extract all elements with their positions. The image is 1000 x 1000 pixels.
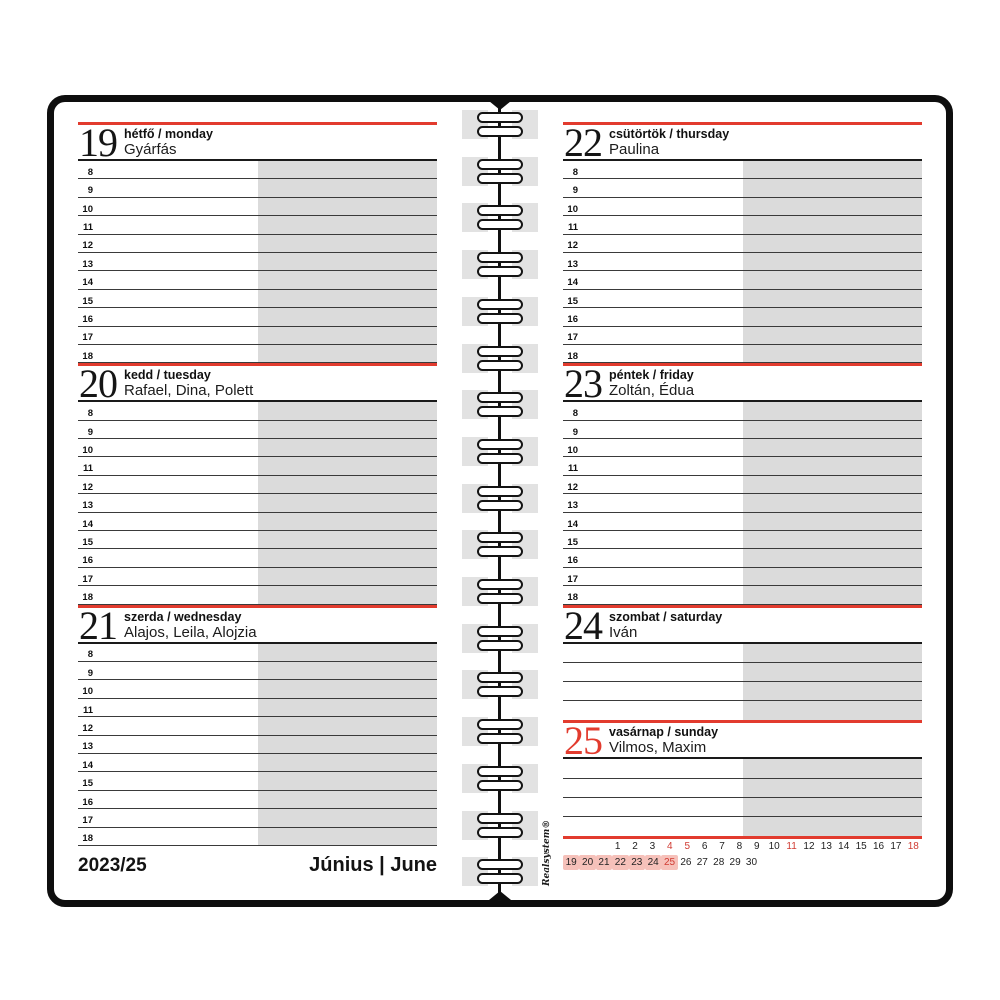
wire-ring <box>477 486 523 497</box>
binding-ring <box>462 484 538 514</box>
binding-ring <box>462 764 538 794</box>
hour-label: 17 <box>82 573 93 585</box>
day-number: 25 <box>564 718 602 764</box>
hour-label: 11 <box>82 463 93 475</box>
day-header-text <box>609 609 722 641</box>
wire-ring <box>477 360 523 371</box>
hour-label: 8 <box>572 408 578 420</box>
hour-row <box>78 161 437 179</box>
hour-label: 13 <box>567 500 578 512</box>
calendar-day-6: 6 <box>701 841 708 852</box>
binding-ring <box>462 297 538 327</box>
calendar-day-1: 1 <box>614 841 621 852</box>
calendar-day-22: 22 <box>612 855 628 870</box>
wire-ring <box>477 873 523 884</box>
calendar-day-30: 30 <box>745 857 758 868</box>
blank-row <box>563 682 922 701</box>
hour-label: 17 <box>82 815 93 826</box>
wire-ring <box>477 672 523 683</box>
hour-label: 15 <box>82 778 93 790</box>
blank-row <box>563 798 922 817</box>
hour-row <box>563 457 922 475</box>
hour-label: 17 <box>567 332 578 344</box>
day-header <box>563 718 922 764</box>
wire-ring <box>477 346 523 357</box>
calendar-day-26: 26 <box>680 857 692 868</box>
hour-label: 12 <box>567 481 578 493</box>
calendar-day-8: 8 <box>736 841 743 852</box>
hour-row <box>78 791 437 809</box>
hour-row <box>563 586 922 604</box>
year-week-label <box>78 855 147 877</box>
calendar-day-24: 24 <box>645 855 661 870</box>
hour-row <box>78 308 437 326</box>
calendar-day-9: 9 <box>754 841 760 852</box>
hour-label: 11 <box>567 222 578 234</box>
hour-label: 16 <box>567 555 578 567</box>
hour-row <box>563 308 922 326</box>
day-section-20 <box>78 363 437 604</box>
calendar-day-2: 2 <box>632 841 638 852</box>
day-number: 19 <box>79 120 117 165</box>
binding-ring <box>462 670 538 700</box>
name-day-names: Alajos, Leila, Alojzia <box>124 623 257 641</box>
hour-label: 13 <box>82 500 93 512</box>
hour-row <box>78 345 437 363</box>
day-name-label: vasárnap / sunday <box>609 725 719 740</box>
hour-label: 10 <box>567 203 578 215</box>
calendar-day-11: 11 <box>786 841 797 852</box>
mini-calendar-row-2 <box>563 855 922 870</box>
hour-row <box>78 531 437 549</box>
hour-row <box>78 439 437 457</box>
hour-row <box>78 699 437 717</box>
hour-label: 9 <box>87 185 93 197</box>
hour-row <box>78 179 437 197</box>
day-header-text <box>124 609 257 641</box>
day-section-19 <box>78 122 437 363</box>
day-rows <box>563 644 922 721</box>
hour-row <box>563 494 922 512</box>
name-day-names: Vilmos, Maxim <box>609 739 707 757</box>
day-section-24 <box>563 602 922 721</box>
week-number: 25 <box>125 855 147 876</box>
hour-row <box>563 198 922 216</box>
calendar-day-17: 17 <box>890 841 902 852</box>
brand-logo: Realsystem® <box>542 819 552 886</box>
day-section-22 <box>563 122 922 363</box>
page-left <box>78 122 437 846</box>
blank-row <box>563 759 922 778</box>
calendar-day-10: 10 <box>768 841 780 852</box>
hour-label: 8 <box>572 166 578 178</box>
binding-ring <box>462 110 538 140</box>
hour-label: 17 <box>567 573 578 585</box>
binding-ring <box>462 437 538 467</box>
hour-row <box>78 644 437 662</box>
binding-ring <box>462 390 538 420</box>
wire-ring <box>477 640 523 651</box>
hour-label: 15 <box>567 536 578 548</box>
day-name-label: szombat / saturday <box>609 609 723 624</box>
wire-ring <box>477 299 523 310</box>
blank-row <box>563 701 922 720</box>
hour-label: 12 <box>82 481 93 493</box>
hour-label: 9 <box>572 185 578 197</box>
hour-label: 15 <box>82 295 93 307</box>
wire-ring <box>477 719 523 730</box>
hour-row <box>563 439 922 457</box>
hour-label: 11 <box>567 463 578 475</box>
hour-row <box>78 290 437 308</box>
calendar-day-28: 28 <box>713 857 725 868</box>
wire-ring <box>477 392 523 403</box>
day-rows <box>78 161 437 363</box>
hour-row <box>78 235 437 253</box>
binding-ring <box>462 530 538 560</box>
day-name-label: csütörtök / thursday <box>609 127 730 141</box>
hour-row <box>78 754 437 772</box>
hour-row <box>563 271 922 289</box>
hour-row <box>563 290 922 308</box>
hour-label: 18 <box>567 350 578 362</box>
hour-row <box>563 549 922 567</box>
wire-ring <box>477 813 523 824</box>
hour-label: 15 <box>567 295 578 307</box>
day-header-text <box>609 724 718 756</box>
hour-label: 13 <box>82 258 93 270</box>
hour-label: 16 <box>82 314 93 326</box>
hour-label: 13 <box>82 741 93 753</box>
binding-ring <box>462 344 538 374</box>
calendar-day-7: 7 <box>719 841 725 852</box>
day-number: 21 <box>79 602 117 648</box>
calendar-day-12: 12 <box>803 841 815 852</box>
hour-row <box>563 216 922 234</box>
hour-row <box>78 549 437 567</box>
day-rows <box>563 759 922 836</box>
binding-ring <box>462 811 538 841</box>
hour-label: 12 <box>82 240 93 252</box>
name-day-names: Gyárfás <box>124 141 177 158</box>
day-header <box>78 361 437 407</box>
hour-row <box>78 736 437 754</box>
hour-row <box>78 680 437 698</box>
hour-label: 17 <box>82 332 93 344</box>
hour-label: 11 <box>82 704 93 716</box>
hour-row <box>563 253 922 271</box>
hour-label: 12 <box>82 723 93 735</box>
calendar-day-27: 27 <box>696 857 708 868</box>
hour-label: 9 <box>87 667 93 679</box>
day-name-label: szerda / wednesday <box>124 609 242 624</box>
wire-ring <box>477 780 523 791</box>
hour-row <box>563 345 922 363</box>
calendar-day-25: 25 <box>661 855 677 870</box>
page-right <box>563 122 922 839</box>
hour-row <box>563 179 922 197</box>
wire-ring <box>477 159 523 170</box>
hour-label: 16 <box>567 314 578 326</box>
mini-calendar-row-1 <box>563 839 922 854</box>
hour-row <box>78 717 437 735</box>
calendar-day-4: 4 <box>667 841 673 852</box>
binding-ring <box>462 250 538 280</box>
blank-row <box>563 644 922 663</box>
hour-row <box>78 828 437 846</box>
calendar-day-21: 21 <box>596 855 612 870</box>
wire-ring <box>477 546 523 557</box>
day-rows <box>563 402 922 604</box>
day-section-21 <box>78 602 437 846</box>
wire-ring <box>477 252 523 263</box>
hour-label: 16 <box>82 555 93 567</box>
day-number: 22 <box>564 120 602 165</box>
hour-row <box>563 568 922 586</box>
hour-label: 14 <box>82 277 93 289</box>
day-rows <box>78 644 437 846</box>
hour-label: 12 <box>567 240 578 252</box>
hour-label: 14 <box>567 277 578 289</box>
binding-ring <box>462 577 538 607</box>
day-name-label: kedd / tuesday <box>124 368 211 383</box>
hour-label: 9 <box>572 426 578 438</box>
day-header <box>563 361 922 407</box>
mini-month-calendar <box>563 839 922 870</box>
wire-ring <box>477 626 523 637</box>
day-name-label: hétfő / monday <box>124 127 213 141</box>
wire-ring <box>477 500 523 511</box>
calendar-day-15: 15 <box>855 841 867 852</box>
day-number: 23 <box>564 361 602 407</box>
wire-ring <box>477 593 523 604</box>
hour-row <box>78 271 437 289</box>
hour-row <box>78 494 437 512</box>
wire-ring <box>477 859 523 870</box>
binding-ring <box>462 717 538 747</box>
blank-row <box>563 779 922 798</box>
wire-ring <box>477 453 523 464</box>
day-header <box>563 120 922 165</box>
hour-label: 18 <box>82 592 93 604</box>
hour-row <box>563 402 922 420</box>
wire-ring <box>477 733 523 744</box>
month-label: Június | June <box>309 854 437 876</box>
hour-label: 14 <box>567 518 578 530</box>
day-header-text <box>609 367 694 399</box>
wire-ring <box>477 173 523 184</box>
hour-row <box>78 809 437 827</box>
hour-row <box>563 421 922 439</box>
hour-label: 16 <box>82 796 93 808</box>
name-day-names: Paulina <box>609 141 660 158</box>
wire-ring <box>477 219 523 230</box>
wire-ring <box>477 827 523 838</box>
hour-row <box>78 457 437 475</box>
hour-label: 13 <box>567 258 578 270</box>
hour-row <box>78 421 437 439</box>
hour-label: 14 <box>82 518 93 530</box>
hour-label: 11 <box>82 222 93 234</box>
hour-row <box>563 476 922 494</box>
day-section-23 <box>563 363 922 604</box>
hour-label: 14 <box>82 759 93 771</box>
day-rows <box>78 402 437 604</box>
page-footer <box>78 850 437 877</box>
hour-row <box>563 235 922 253</box>
calendar-day-23: 23 <box>629 855 645 870</box>
day-header <box>563 602 922 648</box>
hour-label: 8 <box>87 166 93 178</box>
day-rows <box>563 161 922 363</box>
hour-row <box>78 568 437 586</box>
calendar-day-13: 13 <box>820 841 832 852</box>
binding-ring <box>462 857 538 887</box>
wire-ring <box>477 439 523 450</box>
hour-label: 9 <box>87 426 93 438</box>
day-header <box>78 120 437 165</box>
day-header <box>78 602 437 648</box>
hour-row <box>78 513 437 531</box>
hour-label: 10 <box>82 686 93 698</box>
hour-row <box>563 531 922 549</box>
day-number: 20 <box>79 361 117 407</box>
calendar-day-18: 18 <box>907 841 919 852</box>
hour-row <box>563 513 922 531</box>
blank-row <box>563 663 922 682</box>
calendar-day-19: 19 <box>563 855 579 870</box>
name-day-names: Rafael, Dina, Polett <box>124 382 254 400</box>
wire-ring <box>477 126 523 137</box>
hour-label: 10 <box>567 444 578 456</box>
calendar-day-29: 29 <box>729 857 741 868</box>
hour-row <box>78 772 437 790</box>
hour-label: 18 <box>567 592 578 604</box>
wire-ring <box>477 266 523 277</box>
name-day-names: Zoltán, Édua <box>609 382 695 400</box>
wire-ring <box>477 766 523 777</box>
wire-ring <box>477 579 523 590</box>
day-section-25 <box>563 720 922 839</box>
blank-row <box>563 817 922 836</box>
calendar-day-5: 5 <box>684 841 690 852</box>
wire-ring <box>477 686 523 697</box>
day-header-text <box>609 126 729 158</box>
binding-ring <box>462 157 538 187</box>
year-prefix: 2023/ <box>78 855 126 876</box>
wire-ring <box>477 205 523 216</box>
hour-row <box>563 327 922 345</box>
calendar-day-3: 3 <box>649 841 656 852</box>
hour-row <box>563 161 922 179</box>
calendar-day-14: 14 <box>838 841 850 852</box>
day-name-label: péntek / friday <box>609 368 694 383</box>
hour-label: 18 <box>82 350 93 362</box>
calendar-day-20: 20 <box>579 855 595 870</box>
wire-ring <box>477 406 523 417</box>
wire-ring <box>477 313 523 324</box>
day-number: 24 <box>564 602 602 648</box>
wire-ring <box>477 112 523 123</box>
binding-ring <box>462 624 538 654</box>
hour-label: 10 <box>82 203 93 215</box>
hour-label: 15 <box>82 536 93 548</box>
hour-row <box>78 198 437 216</box>
hour-row <box>78 216 437 234</box>
hour-label: 8 <box>87 649 93 661</box>
wire-ring <box>477 532 523 543</box>
name-day-names: Iván <box>609 623 638 641</box>
hour-row <box>78 253 437 271</box>
hour-row <box>78 476 437 494</box>
day-header-text <box>124 126 213 158</box>
hour-row <box>78 327 437 345</box>
hour-label: 10 <box>82 444 93 456</box>
hour-row <box>78 662 437 680</box>
hour-label: 18 <box>82 833 93 845</box>
hour-row <box>78 402 437 420</box>
hour-label: 8 <box>87 408 93 420</box>
hour-row <box>78 586 437 604</box>
calendar-day-16: 16 <box>872 841 885 852</box>
binding-ring <box>462 203 538 233</box>
day-header-text <box>124 367 253 399</box>
